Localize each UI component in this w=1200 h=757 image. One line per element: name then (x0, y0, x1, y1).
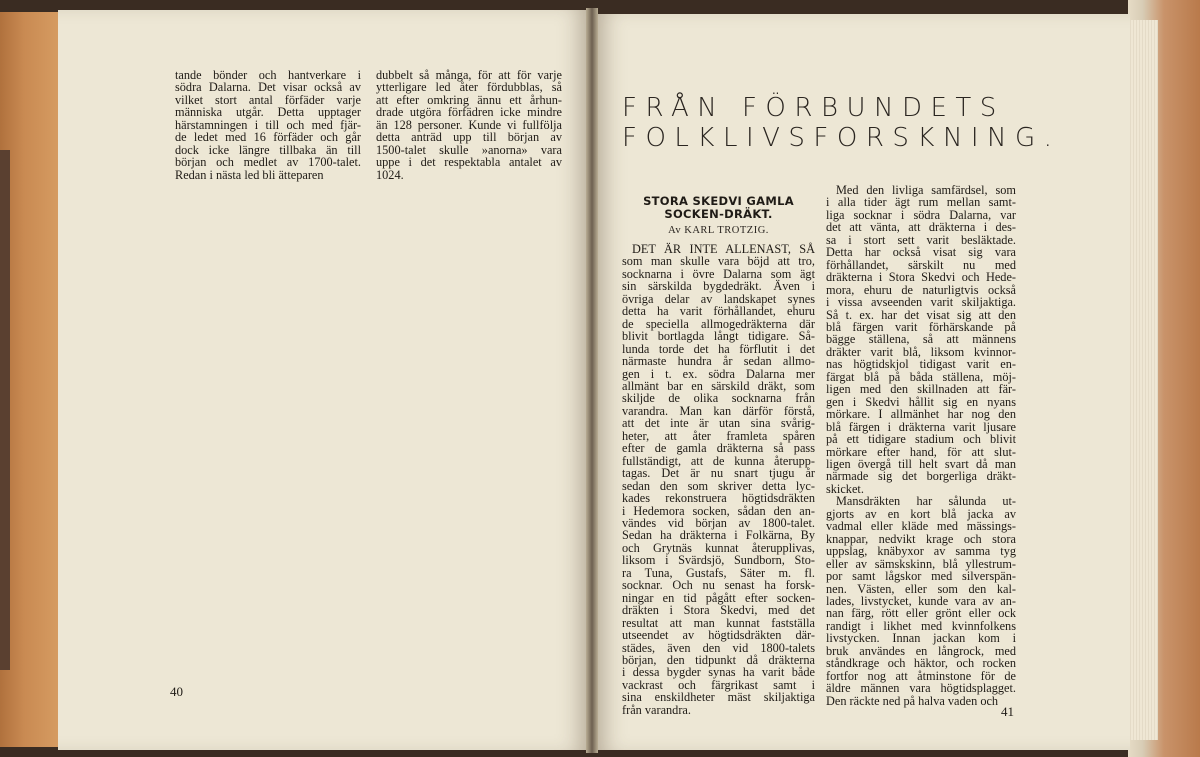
text-line: vändes vid början av 1800-talet. (622, 515, 815, 530)
text-line: socknarna i övre Dalarna som ägt (622, 266, 815, 281)
text-line: 1024. (376, 167, 404, 182)
text-line: och Grytnäs kunnat återupplivas, (622, 540, 815, 555)
book-gutter (586, 8, 598, 753)
text-line: drade utgöra förfädren icke mindre (376, 105, 562, 120)
text-line: allmänt bar en särskild dräkt, som (622, 378, 815, 393)
text-line: nen. Västen, eller som den kal- (826, 581, 1016, 596)
text-line: ningar en tid pågått efter socken- (622, 590, 815, 605)
text-line: dräkter varit blå, liksom kvinnor- (826, 344, 1016, 359)
text-line: randigt i likhet med kvinnfolkens (826, 618, 1016, 633)
text-line: på ett tidigare stadium och blivit (826, 432, 1016, 447)
text-line: detta anträd upp till början av (376, 130, 562, 145)
text-line: vackrast och färgrikast samt i (622, 677, 815, 692)
text-line: livstycken. Innan jackan kom i (826, 631, 1016, 646)
text-line: äldre männen vara högtidsplagget. (826, 681, 1016, 696)
text-line: knappar, nedvikt krage och stora (826, 531, 1016, 546)
text-line: nan färg, rött eller grönt eller ock (826, 606, 1016, 621)
text-line: bruk användes en långrock, med (826, 643, 1016, 658)
right-page-column-1 (622, 243, 815, 716)
text-line: lunda torde det ha förflutit i det (622, 341, 815, 356)
text-line: i Hedemora socken, sådan den an- (622, 503, 815, 518)
text-line: skicket. (826, 481, 864, 496)
article-byline: Av KARL TROTZIG. (668, 225, 769, 236)
text-line: närmade sig det borgerliga dräkt- (826, 469, 1016, 484)
text-line: att efter omkring ännu ett århun- (376, 92, 562, 107)
text-line: som man skulle vara böjd att tro, (622, 254, 815, 269)
text-line: utseendet av högtidsdräkten där- (622, 628, 815, 643)
text-line: lades, livstycket, kunde vara av an- (826, 593, 1016, 608)
text-line: vadmal eller kläde med mässings- (826, 519, 1016, 534)
text-line: övriga delar av landskapet synes (622, 291, 815, 306)
text-line: tagas. Det är nu snart tjugu år (622, 466, 815, 481)
text-line: mora, ehuru de naturligtvis också (826, 282, 1016, 297)
text-line: dubbelt så många, för att för varje (376, 68, 562, 82)
text-line: heter, att åter framleta spåren (622, 428, 815, 443)
right-page-number: 41 (1001, 704, 1014, 719)
text-line: ligen övergå till helt svart då man (826, 456, 1016, 471)
text-line: blivit bortlagda långt tidigare. Så- (622, 329, 815, 344)
text-line: nas högtidskjol tidigast varit en- (826, 357, 1016, 372)
text-line: att det inte är utan sina svårig- (622, 416, 815, 431)
text-line: eller av sämskskinn, blå yllestrum- (826, 556, 1016, 571)
right-page-column-2 (826, 184, 1016, 707)
text-line: Redan i nästa led bli ätteparen (175, 167, 324, 182)
text-line: människa utgår. Detta upptager (175, 105, 361, 120)
text-line: dock icke längre tillbaka än till (175, 142, 361, 157)
text-line: sedan den som skriver detta lyc- (622, 478, 815, 493)
text-line: mörkare. I allmänhet har nog den (826, 407, 1016, 422)
text-line: uppslag, knäbyxor av samma tyg (826, 544, 1016, 559)
text-line: fortfor nog att åtminstone för de (826, 668, 1016, 683)
text-line: fullständigt, att de kunna återupp- (622, 453, 815, 468)
text-line: ligen med den skillnaden att fär- (826, 382, 1016, 397)
text-line: socknar. Och nu senast ha forsk- (622, 578, 815, 593)
text-line: från varandra. (622, 702, 691, 717)
text-line: ra Tuna, Gustafs, Säter m. fl. (622, 565, 815, 580)
text-line: dräkten i Stora Skedvi, med det (622, 603, 815, 618)
text-line: förhållandet, särskilt nu med (826, 257, 1016, 272)
text-line: efter de gamla dräkterna så pass (622, 441, 815, 456)
text-line: i dessa bygder synas ha varit både (622, 665, 815, 680)
text-line: närmaste hundra år sedan allmo- (622, 354, 815, 369)
text-line: uppe i det respektabla antalet av (376, 155, 562, 170)
left-page-column-1 (175, 69, 361, 181)
text-line: vilket stort antal förfäder varje (175, 92, 361, 107)
text-line: början och medlet av 1700-talet. (175, 155, 361, 170)
text-line: de ledet med 16 förfäder och går (175, 130, 361, 145)
text-line: varandra. Man kan därför förstå, (622, 403, 815, 418)
text-line: gen i Skedvi hållit sig en nyans (826, 394, 1016, 409)
text-line: i alla tider ägt rum mellan samt- (826, 195, 1016, 210)
text-line: tande bönder och hantverkare i (175, 68, 361, 82)
text-line: södra Dalarna. Det visar också av (175, 80, 361, 95)
text-line: färgat blå på båda ställena, möj- (826, 369, 1016, 384)
text-line: Med den livliga samfärdsel, som (836, 183, 1016, 197)
text-line: sina enskildheter mäst skiljaktiga (622, 690, 815, 705)
text-line: DET ÄR INTE ALLENAST, SÅ (632, 242, 815, 256)
text-line: gen i t. ex. södra Dalarna mer (622, 366, 815, 381)
text-line: Mansdräkten har sålunda ut- (836, 494, 1016, 509)
text-line: ståndkrage och häktor, och rocken (826, 656, 1016, 671)
left-page-number: 40 (170, 684, 183, 699)
text-line: por samt lågskor med silverspän- (826, 569, 1016, 584)
book-spine-left (0, 150, 10, 670)
left-page-column-2 (376, 69, 562, 181)
text-line: mörkare efter hand, för att slut- (826, 444, 1016, 459)
text-line: gjorts av en kort blå jacka av (826, 506, 1016, 521)
text-line: Detta har också visat sig vara (826, 245, 1016, 260)
text-line: i vissa avseenden varit skiljaktiga. (826, 295, 1016, 310)
text-line: det att vänta, att dräkterna i des- (826, 220, 1016, 235)
text-line: resultat att man kunnat fastställa (622, 615, 815, 630)
journal-section-title (622, 93, 1061, 153)
text-line: Så t. ex. har det visat sig att den (826, 307, 1016, 322)
text-line: än 128 personer. Kunde vi fullfölja (376, 117, 562, 132)
text-line: början, den tidpunkt då dräkterna (622, 652, 815, 667)
text-line: 1500-talet skulle »anorna» vara (376, 142, 562, 157)
text-line: de speciella allmogedräkterna där (622, 316, 815, 331)
text-line: städes, även den vid 1800-talets (622, 640, 815, 655)
text-line: Sedan ha dräkterna i Folkärna, By (622, 528, 815, 543)
text-line: skiljde de olika socknarna från (622, 391, 815, 406)
text-line: sin särskilda bygdedräkt. Även i (622, 279, 815, 294)
page-edges (1128, 20, 1158, 740)
article-title: STORA SKEDVI GAMLA SOCKEN-DRÄKT. (643, 194, 794, 221)
text-line: liga socknar i södra Dalarna, var (826, 207, 1016, 222)
text-line: detta ha varit förhållandet, ehuru (622, 304, 815, 319)
text-line: blå färgen varit förhärskande på (826, 319, 1016, 334)
journal-title-line-2: FOLKLIVSFORSKNING. (622, 123, 1061, 153)
text-line: ytterligare led åter fördubblas, så (376, 80, 562, 95)
text-line: liksom i Svärdsjö, Sundborn, Sto- (622, 553, 815, 568)
text-line: blå färgen i dräkterna varit ljusare (826, 419, 1016, 434)
text-line: härstamningen i till och med fjär- (175, 117, 361, 132)
text-line: Den räckte ned på halva vaden och (826, 693, 999, 708)
text-line: bägge ställena, så att männens (826, 332, 1016, 347)
journal-title-line-1: FRÅN FÖRBUNDETS (622, 93, 1005, 123)
text-line: dräkterna i Stora Skedvi och Hede- (826, 270, 1016, 285)
text-line: sa i stort sett varit besläktade. (826, 232, 1016, 247)
text-line: kades rekonstruera högtidsdräkten (622, 491, 815, 506)
